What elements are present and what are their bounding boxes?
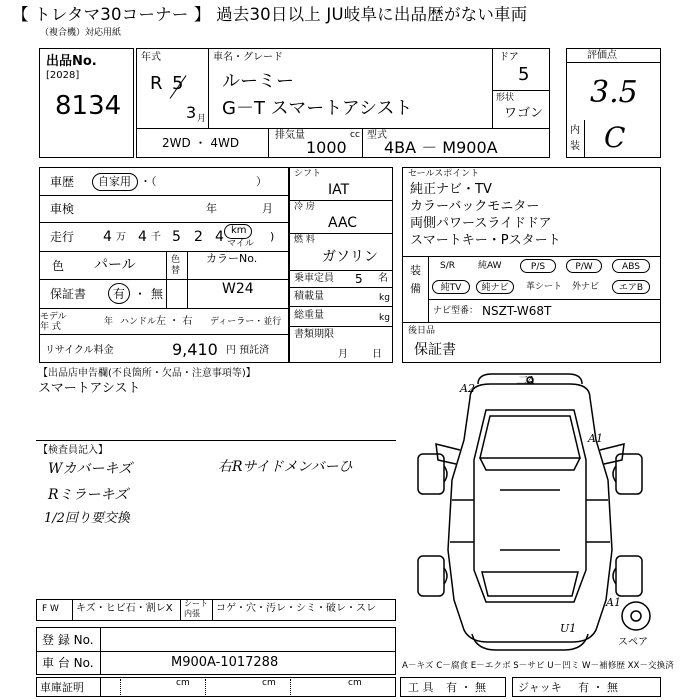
- equip-abs: ABS: [612, 259, 650, 273]
- shape-label: 形状: [496, 93, 515, 103]
- warranty-no: 無: [151, 287, 164, 301]
- sales-points-label: セールスポイント: [408, 169, 480, 179]
- seat-label-2: 内張: [184, 609, 200, 618]
- cert-cm-1: cm: [176, 678, 190, 688]
- type-label: 型式: [367, 130, 387, 141]
- equip-tv: 純TV: [432, 280, 470, 294]
- equip-navi: 純ナビ: [476, 280, 514, 294]
- year-month: 3: [186, 103, 197, 122]
- displacement-label: 排気量: [275, 130, 305, 141]
- aftermarket-label: 後日品: [408, 326, 436, 336]
- mileage-man: 4: [103, 229, 112, 245]
- lot-number: 8134: [55, 91, 122, 121]
- mileage-d1: 4: [215, 229, 224, 245]
- sales-point-1: 純正ナビ・TV: [410, 182, 492, 197]
- capacity-unit: 名: [378, 273, 388, 284]
- docs-day: 日: [372, 349, 382, 360]
- seller-notes-value: スマートアシスト: [38, 381, 141, 396]
- history-close: ）: [256, 175, 267, 188]
- handle-label: ハンドル: [120, 317, 157, 327]
- shift-value: IAT: [328, 182, 350, 198]
- shape-value: ワゴン: [504, 106, 544, 121]
- cert-cm-2: cm: [262, 678, 276, 688]
- chassis-value: M900A-1017288: [171, 655, 279, 670]
- score-value: 3.5: [590, 75, 638, 110]
- color-code-label: カラーNo.: [206, 252, 258, 265]
- gross-label: 総重量: [294, 310, 324, 321]
- spare-tire-icon: [622, 602, 650, 630]
- recycle-value: 9,410: [172, 340, 218, 359]
- fw-label: F W: [42, 604, 59, 614]
- color-change-label-1: 色: [171, 255, 181, 265]
- handle-lr: 左 ・ 右: [156, 316, 193, 327]
- dealer-label: ディーラー・並行: [210, 317, 282, 327]
- warranty-label: 保証書: [50, 287, 87, 301]
- equip-sr: S/R: [440, 261, 455, 271]
- cert-label: 車庫証明: [40, 681, 84, 694]
- history-value: 自家用: [98, 175, 131, 188]
- header-banner: 【 トレタマ30コーナー 】 過去30日以上 JU岐阜に出品歴がない車両: [12, 5, 528, 24]
- mark-front: 二A: [516, 374, 535, 387]
- mark-front-left: A2: [460, 382, 475, 395]
- lot-label: 出品No.: [46, 54, 97, 69]
- history-suffix: ・（: [140, 175, 157, 188]
- model-name: ルーミー: [222, 71, 294, 92]
- inspection-label: 車検: [50, 202, 75, 216]
- model-year-label-1: モデル: [40, 312, 67, 322]
- mark-rear-u: U1: [560, 622, 577, 635]
- mileage-km: km: [231, 225, 247, 236]
- color-value: パール: [94, 257, 136, 273]
- inspector-note-1: Wカバーキズ: [48, 461, 133, 477]
- car-damage-diagram: [400, 370, 662, 655]
- gross-unit: kg: [379, 313, 390, 323]
- interior-label-2: 装: [570, 141, 580, 152]
- jack-value: 有 ・ 無: [578, 681, 618, 694]
- spare-label: スペア: [618, 637, 648, 648]
- inspection-month: 月: [262, 202, 273, 215]
- ac-label: 冷 房: [294, 202, 315, 212]
- mark-right-front: A1: [588, 432, 603, 445]
- seat-items: コゲ・穴・汚レ・シミ・破レ・スレ: [216, 603, 376, 614]
- doors-value: 5: [518, 64, 530, 85]
- model-grade: G－T スマートアシスト: [222, 98, 413, 119]
- sales-point-4: スマートキー・Pスタート: [410, 233, 561, 248]
- chassis-label: 車 台 No.: [42, 656, 94, 670]
- equip-pw: P/W: [566, 259, 602, 273]
- mileage-sen: 4: [138, 229, 147, 245]
- seller-notes-label: 【出品店申告欄(不良箇所・欠品・注意事項等)】: [38, 368, 256, 379]
- mark-rear-right: A1: [606, 596, 621, 609]
- sales-point-2: カラーバックモニター: [410, 199, 540, 214]
- navi-model: NSZT-W68T: [482, 304, 552, 318]
- shift-label: シフト: [294, 169, 322, 179]
- mileage-d2: 2: [194, 229, 203, 245]
- docs-label: 書類期限: [294, 329, 334, 340]
- year-era: R: [150, 73, 163, 94]
- recycle-label: リサイクル料金: [45, 345, 114, 356]
- color-code: W24: [222, 281, 254, 297]
- year-month-unit: 月: [197, 114, 207, 124]
- model-year-label-2: 年 式: [40, 322, 61, 332]
- docs-month: 月: [338, 349, 348, 360]
- seat-label-1: シート: [184, 599, 208, 608]
- fuel-label: 燃 料: [294, 235, 315, 245]
- cert-box: [36, 677, 396, 697]
- inspection-year: 年: [206, 202, 217, 215]
- navi-model-label: ナビ型番：: [433, 306, 479, 316]
- inspector-label: 【検査員記入】: [38, 445, 108, 456]
- jack-label: ジャッキ: [518, 681, 562, 694]
- subheader: （複合機）対応用紙: [40, 28, 122, 38]
- equip-airbag: エアB: [612, 280, 650, 294]
- model-year-year: 年: [104, 317, 114, 327]
- warranty-sep: ・: [134, 287, 147, 301]
- load-label: 積載量: [294, 291, 324, 302]
- doors-label: ドア: [499, 52, 519, 63]
- type-value: 4BA － M900A: [384, 138, 498, 157]
- inspector-note-3: Rミラーキズ: [48, 487, 129, 503]
- tools-value: 有 ・ 無: [446, 681, 486, 694]
- capacity-value: 5: [355, 272, 363, 286]
- score-label: 評価点: [587, 50, 617, 61]
- equip-ps: P/S: [520, 259, 556, 273]
- lot-code: [2028]: [46, 70, 80, 81]
- fuel-value: ガソリン: [322, 249, 378, 265]
- displacement-value: 1000: [306, 138, 347, 157]
- equipment-label-1: 装: [410, 264, 421, 277]
- mileage-man-unit: 万: [116, 232, 126, 243]
- interior-value: C: [604, 121, 626, 154]
- fw-items: キズ・ヒビ石・割レX: [76, 603, 173, 614]
- sales-point-3: 両側パワースライドドア: [410, 216, 552, 231]
- interior-label-1: 内: [570, 125, 580, 136]
- equip-aw: 純AW: [478, 261, 502, 271]
- mileage-d3: 5: [172, 229, 181, 245]
- inspector-note-4: 1/2回り要交換: [44, 511, 130, 526]
- aftermarket-value: 保証書: [414, 342, 456, 358]
- mileage-label: 走行: [50, 230, 75, 244]
- warranty-yes: 有: [113, 287, 126, 301]
- capacity-label: 乗車定員: [294, 273, 334, 284]
- equipment-label-2: 備: [410, 282, 421, 295]
- tools-label: 工 具: [408, 681, 434, 694]
- recycle-unit: 円 預託済: [226, 345, 270, 356]
- mileage-sen-unit: 千: [151, 232, 161, 243]
- equip-leather: 革シート: [526, 282, 563, 292]
- ac-value: AAC: [328, 215, 358, 231]
- drive-options: 2WD ・ 4WD: [162, 136, 240, 150]
- color-label: 色: [52, 259, 65, 273]
- model-label: 車名・グレード: [213, 52, 283, 63]
- displacement-unit: cc: [350, 130, 360, 140]
- load-unit: kg: [379, 293, 390, 303]
- history-label: 車歴: [50, 175, 75, 189]
- registration-label: 登 録 No.: [42, 633, 94, 647]
- year-value: 5: [172, 73, 184, 94]
- cert-cm-3: cm: [348, 678, 362, 688]
- inspector-note-2: 右Rサイドメンバーひ: [218, 459, 353, 475]
- equip-ext-navi: 外ナビ: [572, 282, 600, 292]
- year-label: 年式: [141, 52, 161, 63]
- mileage-mile: マイル: [227, 239, 254, 249]
- color-change-label-2: 替: [171, 266, 181, 276]
- damage-legend: A－キズ C－腐食 E－エクボ S－サビ U－凹ミ W－補修歴 XX－交換済: [402, 661, 674, 671]
